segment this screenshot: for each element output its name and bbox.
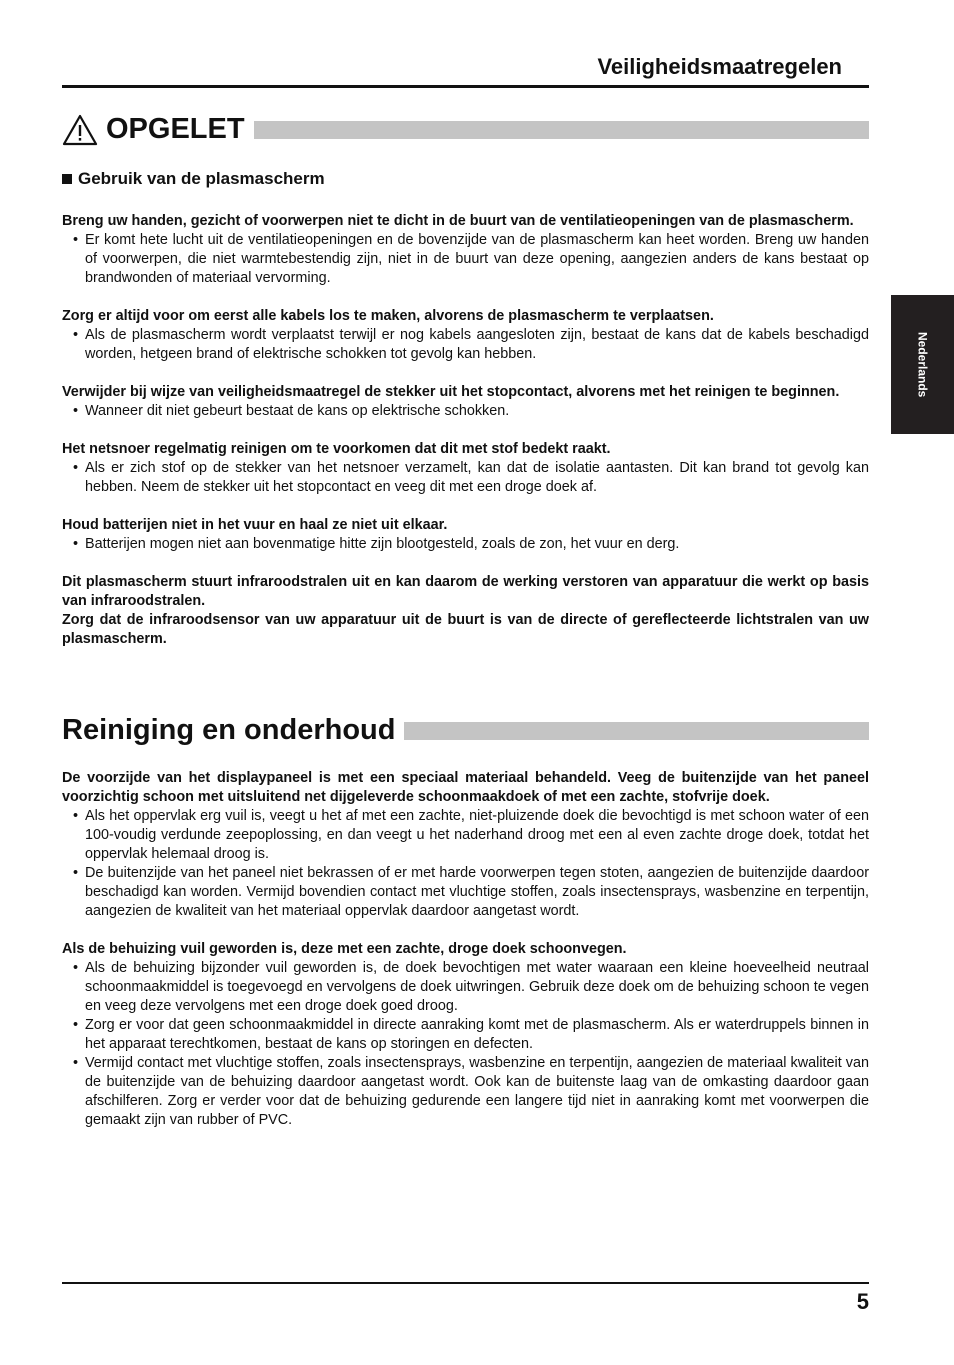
caution-item [62, 212, 869, 288]
language-label: Nederlands [915, 331, 930, 398]
cleaning-heading: De voorzijde van het displaypaneel is met een speciaal materiaal behandeld. Veeg de buitenzijde van het paneel voorzichtig schoon met uitsluitend net dijgeleverde schoonmaakdoek of met een zachte, stofvrije doek. [62, 770, 869, 805]
reiniging-heading [62, 714, 869, 747]
reiniging-heading-bar [404, 722, 869, 740]
cleaning-bullet: • Zorg er voor dat geen schoonmaakmiddel in directe aanraking komt met de plasmascherm. Als er waterdruppels binnen in het apparaat terechtkomen, bestaat de kans op storingen en defecten. [62, 1016, 869, 1054]
subsection-title: Gebruik van de plasmascherm [78, 169, 325, 188]
language-side-tab [891, 295, 954, 434]
cleaning-heading: Als de behuizing vuil geworden is, deze met een zachte, droge doek schoonvegen. [62, 941, 627, 957]
page-header-title: Veiligheidsmaatregelen [597, 54, 842, 79]
square-bullet-icon [62, 174, 72, 184]
caution-bullet: • Als er zich stof op de stekker van het netsnoer verzamelt, kan dat de isolatie aantasten. Dit kan brand tot gevolg kan hebben. Neem de stekker uit het stopcontact en veeg dit met een droge doek af. [62, 459, 869, 497]
cleaning-bullet: • De buitenzijde van het paneel niet bekrassen of er met harde voorwerpen tegen stoten, aangezien de buitenzijde daardoor beschadigd kan worden. Vermijd bovendien contact met vluchtige stoffen, zoals insectensprays, wasbenzine en terpentijn, aangezien de kwaliteit van het materiaal oppervlak daardoor aangetast wordt. [62, 864, 869, 921]
page-number: 5 [856, 1289, 869, 1314]
cleaning-item [62, 940, 869, 1130]
infrared-notice-line-2: Zorg dat de infraroodsensor van uw apparatuur uit de buurt is van de directe of gereflecteerde lichtstralen van uw plasmascherm. [62, 612, 869, 647]
opgelet-content [62, 212, 869, 649]
caution-heading: Het netsnoer regelmatig reinigen om te voorkomen dat dit met stof bedekt raakt. [62, 441, 611, 457]
opgelet-heading [62, 113, 869, 146]
subsection-heading [62, 169, 325, 189]
caution-heading: Breng uw handen, gezicht of voorwerpen niet te dicht in de buurt van de ventilatieopeningen van de plasmascherm. [62, 213, 854, 229]
infrared-notice [62, 573, 869, 649]
caution-heading: Zorg er altijd voor om eerst alle kabels los te maken, alvorens de plasmascherm te verplaatsen. [62, 308, 714, 324]
footer-rule [62, 1282, 869, 1284]
header-rule [62, 85, 869, 88]
cleaning-bullet: • Vermijd contact met vluchtige stoffen, zoals insectensprays, wasbenzine en terpentijn, aangezien de materiaal kwaliteit van de buitenzijde van de behuizing daardoor aangetast wordt. Ook kan de buitenste laag van de omkasting daardoor gaan afschilferen. Zorg er verder voor dat de behuizing gedurende een langere tijd niet in aanraking komt met voorwerpen die gemaakt zijn van rubber of PVC. [62, 1054, 869, 1130]
infrared-notice-line-1: Dit plasmascherm stuurt infraroodstralen uit en kan daarom de werking verstoren van apparatuur die werkt op basis van infraroodstralen. [62, 574, 869, 609]
caution-bullet: • Als de plasmascherm wordt verplaatst terwijl er nog kabels aangesloten zijn, bestaat de kans dat de kabels beschadigd worden, hetgeen brand of elektrische schokken tot gevolg kan hebben. [62, 326, 869, 364]
caution-bullet: • Batterijen mogen niet aan bovenmatige hitte zijn blootgesteld, zoals de zon, het vuur en derg. [62, 535, 869, 554]
caution-item [62, 440, 869, 497]
caution-heading: Houd batterijen niet in het vuur en haal ze niet uit elkaar. [62, 517, 448, 533]
opgelet-heading-bar [254, 121, 869, 139]
reiniging-title: Reiniging en onderhoud [62, 714, 396, 746]
cleaning-item [62, 769, 869, 921]
caution-heading: Verwijder bij wijze van veiligheidsmaatregel de stekker uit het stopcontact, alvorens met het reinigen te beginnen. [62, 384, 840, 400]
caution-bullet: • Wanneer dit niet gebeurt bestaat de kans op elektrische schokken. [62, 402, 869, 421]
caution-item [62, 516, 869, 554]
warning-triangle-icon [62, 114, 98, 146]
caution-bullet: • Er komt hete lucht uit de ventilatieopeningen en de bovenzijde van de plasmascherm kan heet worden. Breng uw handen of voorwerpen, die niet warmtebestendig zijn, niet in de buurt van deze opening, aangezien anders de kans bestaat op brandwonden of materiaal vervorming. [62, 231, 869, 288]
opgelet-title: OPGELET [106, 113, 245, 145]
cleaning-bullet: • Als het oppervlak erg vuil is, veegt u het af met een zachte, niet-pluizende doek die bevochtigd is met schoon water of een 100-voudig verdunde zeepoplossing, en dan veegt u het naderhand droog met een al even zachte droge doek, totdat het oppervlak helemaal droog is. [62, 807, 869, 864]
cleaning-bullet: • Als de behuizing bijzonder vuil geworden is, de doek bevochtigen met water waaraan een kleine hoeveelheid neutraal schoonmaakmiddel is toegevoegd en vervolgens de doek uitwringen. Gebruik deze doek om de behuizing schoon te vegen en veeg deze vervolgens met een droge doek goed droog. [62, 959, 869, 1016]
caution-item [62, 307, 869, 364]
caution-item [62, 383, 869, 421]
reiniging-content [62, 769, 869, 1149]
